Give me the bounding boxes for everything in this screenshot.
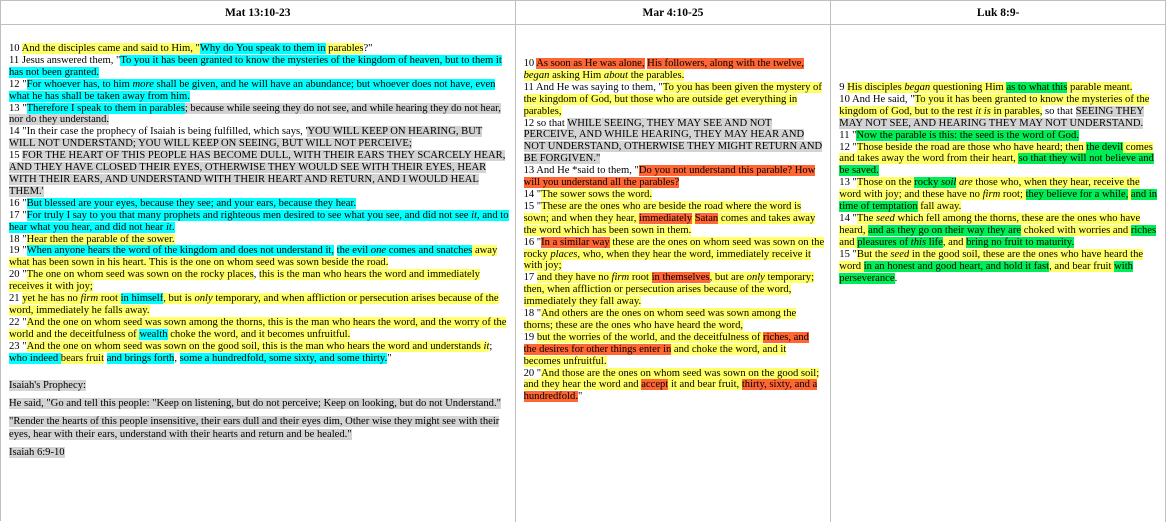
verse	[9, 79, 509, 103]
verse-text: riches, and the desires for other things enter in	[523, 331, 809, 355]
matthew-column	[1, 1, 516, 522]
verse-text: wealth	[139, 328, 168, 340]
verse-text: root;	[1000, 189, 1026, 201]
verse-text: 11 And He was saying to them, "	[523, 81, 663, 93]
verse-text: seed	[890, 248, 910, 260]
verse-text: 21	[9, 293, 23, 305]
verse-text: bears fruit	[60, 352, 105, 364]
verse	[524, 332, 825, 368]
verse	[839, 130, 1159, 142]
verse	[9, 317, 509, 341]
verse-text: root	[98, 293, 121, 305]
matthew-text	[1, 25, 515, 459]
verse-text: ?"	[363, 43, 373, 54]
verse	[839, 177, 1159, 213]
verse-text: firm	[611, 272, 630, 284]
verse-text: 19 "	[9, 245, 27, 257]
verse-text: these are the ones on whom seed was sown on the rocky	[523, 236, 825, 260]
mark-verses	[524, 58, 825, 403]
verse-text: pleasures of	[857, 236, 911, 248]
verse	[9, 269, 509, 293]
verse-text: , but is	[163, 293, 195, 305]
verse-text: Therefore I speak to them in parables	[26, 102, 185, 114]
verse-text: with perseverance	[839, 260, 1133, 284]
verse-text: "	[578, 391, 583, 403]
verse	[524, 272, 825, 308]
luke-header: Luk 8:9-	[831, 1, 1165, 25]
verse-text: , and bear fruit	[1049, 260, 1115, 272]
verse-text: life	[926, 236, 943, 248]
prophecy-line-1: He said, "Go and tell this people: "Keep on listening, but do not perceive; Keep on looking, but do not Understand."	[9, 398, 501, 410]
verse	[524, 165, 825, 189]
verse-text: only	[194, 293, 213, 305]
verse-text: 18 "	[523, 308, 542, 320]
verse-text: .	[171, 221, 175, 233]
verse-text: His disciples	[847, 82, 905, 93]
luke-verses	[839, 82, 1159, 284]
verse	[524, 82, 825, 118]
verse-text: 14 "	[523, 188, 542, 200]
verse	[839, 82, 1159, 94]
verse	[524, 237, 825, 273]
verse-text: 20 "	[9, 269, 27, 281]
verse-text: When anyone hears the word of the kingdom and does not understand it,	[26, 245, 335, 257]
verse-text: firm	[80, 293, 99, 305]
verse-text: 9	[839, 82, 848, 93]
verse-text: 16 "	[523, 236, 542, 248]
verse	[524, 308, 825, 332]
matthew-header: Mat 13:10-23	[1, 1, 515, 25]
verse-text: seed	[876, 212, 895, 224]
verse-text: 22 "	[9, 316, 27, 328]
verse-text: parable meant.	[1067, 82, 1133, 93]
verse-text: YOU WILL KEEP ON HEARING, BUT WILL NOT UNDERSTAND; YOU WILL KEEP ON SEEING, BUT WILL NOT PERCEIVE;	[9, 126, 483, 150]
verse-text: asking Him	[549, 69, 604, 81]
verse-text: 12 so that	[523, 117, 568, 129]
verse-text: the evil	[336, 245, 371, 257]
verse-text: choke the word, and it becomes unfruitful.	[167, 328, 351, 340]
verse-text: as to what this	[1006, 82, 1068, 93]
verse-text: fall away.	[917, 201, 962, 213]
prophecy-title: Isaiah's Prophecy:	[9, 380, 86, 392]
verse	[9, 293, 509, 317]
verse	[839, 213, 1159, 249]
verse-text: comes and snatches	[386, 245, 473, 257]
verse	[9, 55, 509, 79]
verse-text: in himself	[120, 293, 164, 305]
verse-text: the devil	[1086, 141, 1124, 153]
mark-header: Mar 4:10-25	[516, 1, 831, 25]
verse	[9, 126, 509, 150]
verse-text: it is	[975, 105, 991, 117]
verse-text: riches	[1130, 224, 1157, 236]
verse-text: the parables.	[628, 69, 685, 81]
verse-text: places	[550, 248, 578, 260]
verse-text: As soon as He was alone,	[536, 58, 645, 69]
verse-text: 11 "	[839, 129, 857, 141]
verse-text: WHILE SEEING, THEY MAY SEE AND NOT PERCEIVE, AND WHILE HEARING, THEY MAY HEAR AND NOT UNDERSTAND, OTHERWISE THEY MIGHT RETURN AND BE FORGIVEN."	[523, 117, 823, 165]
verse-text: And the one on whom seed was sown on the good soil, this is the man who hears the word and understands	[26, 340, 484, 352]
verse	[524, 58, 825, 82]
verse	[9, 103, 509, 127]
verse-text: and they have no	[536, 272, 612, 284]
verse-text: some a hundredfold, some sixty, and some thirty.	[179, 352, 388, 364]
verse-text: those who, when they hear, receive the word with joy; and these have no	[839, 177, 1140, 201]
verse-text: 23 "	[9, 340, 27, 352]
verse-text: which fell among the thorns, these are the ones who have heard,	[839, 212, 1141, 236]
verse-text: bring no fruit to maturity.	[966, 236, 1075, 248]
verse-text: For truly I say to you that many prophets and righteous men desired to see what you see, and did not see	[26, 209, 472, 221]
verse-text: temporary; then, when affliction or persecution arises because of the word, immediately they fall away.	[523, 272, 815, 308]
verse-text: in the good soil, these are the ones who have heard the word	[839, 248, 1144, 272]
verse-text: this is the man who hears the word and immediately receives it with joy;	[9, 269, 480, 293]
verse-text: 14 "	[839, 212, 857, 224]
verse-text: , who, when they hear the word, immediately receive it with joy;	[523, 248, 811, 272]
verse-text: so that	[1042, 105, 1076, 117]
verse-text: root	[629, 272, 652, 284]
verse-text: His followers, along with the twelve,	[647, 58, 804, 69]
verse-text: one	[370, 245, 387, 257]
verse	[9, 234, 509, 246]
verse-text: ,	[174, 352, 180, 364]
verse-text: The	[856, 212, 876, 224]
verse-text: soil	[941, 177, 957, 189]
verse-text: about	[603, 69, 629, 81]
verse-text: it and bear fruit,	[668, 379, 742, 391]
verse-text: in an honest and good heart, and hold it fast	[863, 260, 1050, 272]
mark-text	[516, 25, 831, 403]
verse-text: 14 "In their case the prophecy of Isaiah is being fulfilled, which says, '	[9, 126, 308, 138]
verse	[839, 142, 1159, 178]
verse-text: they believe for a while,	[1025, 189, 1129, 201]
verse-text: shall be given, and he will have an abundance; but whoever does not have, even what he has shall be taken away from him.	[9, 78, 496, 102]
verse-text: began	[904, 82, 931, 93]
verse-text: To you it has been granted to know the mysteries of the kingdom of God, but to the rest	[839, 93, 1150, 117]
verse-text: 20 "	[523, 367, 542, 379]
verse-text: in themselves	[651, 272, 710, 284]
verse-text: 10	[9, 43, 22, 54]
verse-text: and brings forth	[106, 352, 175, 364]
verse-text: 12 "	[839, 141, 857, 153]
verse-text: 18 "	[9, 233, 27, 245]
verse-text: are	[959, 177, 973, 189]
verse-text: Those beside the road are those who have heard; then	[856, 141, 1087, 153]
verse	[9, 43, 509, 55]
verse	[9, 210, 509, 234]
verse-text: thirty, sixty, and a hundredfold.	[523, 379, 818, 403]
mark-column	[516, 1, 832, 522]
verse-text: , and to hear what you hear, and did not hear	[9, 209, 509, 233]
verse-text: And others are the ones on whom seed was sown among the thorns; these are the ones who have heard the word,	[523, 308, 797, 331]
verse-text: and in time of temptation	[839, 189, 1158, 213]
verse-text: 11 Jesus answered them, "	[9, 54, 121, 66]
verse-text: and	[839, 236, 858, 248]
verse-text: Satan	[694, 212, 719, 224]
verse-text: it	[483, 340, 490, 352]
verse-text: FOR THE HEART OF THIS PEOPLE HAS BECOME DULL, WITH THEIR EARS THEY SCARCELY HEAR, AND THEY HAVE CLOSED THEIR EYES, OTHERWISE THEY WOULD SEE WITH THEIR EYES, HEAR WITH THEIR EARS, AND UNDERSTAND WITH THEIR HEART AND RETURN, AND I WOULD HEAL THEM.'	[9, 150, 506, 197]
verse-text: away what has been sown in his heart. This is the one on whom seed was sown beside the road.	[9, 245, 498, 269]
verse-text: SEEING THEY MAY NOT SEE, AND HEARING THEY MAY NOT UNDERSTAND.	[839, 105, 1144, 129]
verse-text: And the disciples came and said to Him, "	[21, 43, 200, 54]
matthew-verses	[9, 43, 509, 364]
verse-text: 10 And He said, "	[839, 93, 915, 105]
verse-text: rocky	[914, 177, 942, 189]
verse-text: But blessed are your eyes, because they see; and your ears, because they hear.	[26, 197, 357, 209]
verse-text: And the one on whom seed was sown among the thorns, this is the man who hears the word, and the worry of the world and the deceitfulness of	[9, 316, 507, 340]
luke-column	[831, 1, 1166, 522]
verse-text: yet he has no	[22, 293, 81, 305]
verse	[9, 341, 509, 365]
verse-text: Those on the	[856, 177, 915, 189]
verse-text: accept	[641, 379, 669, 391]
verse-text: but the worries of the world, and the deceitfulness of	[536, 331, 764, 343]
verse-text: To you it has been granted to know the mysteries of the kingdom of heaven, but to them it has not been granted.	[9, 54, 502, 78]
verse-text: , and	[942, 236, 967, 248]
verse	[839, 249, 1159, 285]
verse-text: this	[910, 236, 927, 248]
verse-text: 17	[523, 272, 537, 284]
verse-text: 10	[523, 58, 537, 69]
verse-text: 12 "	[9, 78, 27, 90]
verse-text: and choke the word, and it becomes unfruitful.	[523, 343, 787, 367]
verse-text: Do you not understand this parable? How will you understand all the parables?	[523, 165, 816, 189]
verse-text: who indeed	[9, 352, 61, 364]
verse-text: temporary, and when affliction or persecution arises because of the word, immediately he falls away.	[9, 293, 499, 316]
verse	[839, 94, 1159, 130]
verse-text: The one on whom seed was sown on the rocky places	[26, 269, 254, 281]
luke-text	[831, 25, 1165, 284]
verse-text: began	[523, 69, 550, 81]
verse-text: 13 "	[9, 102, 27, 114]
verse	[9, 150, 509, 198]
verse-text: questioning Him	[930, 82, 1007, 93]
verse-text: and as they go on their way they are	[868, 224, 1022, 236]
verse	[9, 198, 509, 210]
verse-text: "	[387, 352, 392, 364]
verse-text: so that they will not believe and be saved.	[839, 153, 1154, 177]
verse-text: 13 "	[839, 177, 857, 189]
verse-text: in parables,	[990, 105, 1043, 117]
verse-text: , but are	[709, 272, 747, 284]
prophecy-line-2: "Render the hearts of this people insensitive, their ears dull and their eyes dim, Other wise they might see with their eyes, hear with their ears, understand with their hearts and return and be healed."	[9, 415, 500, 441]
verse-text: 13 And He *said to them, "	[523, 165, 639, 177]
verse-text: The sower sows the word.	[541, 188, 653, 200]
verse	[524, 368, 825, 404]
verse-text: For whoever has, to him	[26, 78, 133, 90]
verse-text: it	[165, 221, 172, 233]
verse-text: ;	[489, 340, 493, 352]
verse-text: To you has been given the mystery of the kingdom of God, but those who are outside get everything in parables,	[523, 81, 822, 117]
verse-text: firm	[982, 189, 1001, 201]
verse-text: 15 "	[839, 248, 857, 260]
verse-text: comes and takes away the word from their heart,	[839, 141, 1153, 165]
verse-text: comes and takes away the word which has been sown in them.	[523, 212, 816, 236]
verse-text: Why do You speak to them in	[199, 43, 326, 54]
verse-text: 16 "	[9, 197, 27, 209]
verse-text: it	[471, 209, 478, 221]
verse-text: 15 "	[523, 200, 542, 212]
verse-text: immediately	[639, 212, 693, 224]
verse-text: In a similar way	[541, 236, 610, 248]
verse-text: 19	[523, 331, 537, 343]
verse-text: ; because while seeing they do not see, and while hearing they do not hear, nor do they understand.	[9, 102, 501, 126]
prophecy-reference: Isaiah 6:9-10	[9, 446, 65, 458]
verse-text: 15	[9, 150, 23, 162]
verse-text: ,	[253, 269, 259, 281]
verse-text: These are the ones who are beside the road where the word is sown; and when they hear,	[523, 200, 802, 224]
verse-text: only	[746, 272, 765, 284]
verse-text: Hear then the parable of the sower.	[26, 233, 175, 245]
verse	[524, 201, 825, 237]
verse-text: more	[132, 78, 154, 90]
verse-text: But the	[856, 248, 891, 260]
verse-text: Now the parable is this: the seed is the word of God.	[856, 129, 1079, 141]
verse-text: .	[894, 272, 898, 284]
verse-text: 17 "	[9, 209, 27, 221]
verse-text: parables	[325, 43, 364, 54]
isaiah-prophecy	[9, 379, 509, 459]
verse-text: choked with worries and	[1021, 224, 1131, 236]
verse	[524, 189, 825, 201]
verse	[9, 245, 509, 269]
verse	[524, 118, 825, 166]
verse-text: And those are the ones on whom seed was sown on the good soil; and they hear the word and	[523, 367, 820, 391]
